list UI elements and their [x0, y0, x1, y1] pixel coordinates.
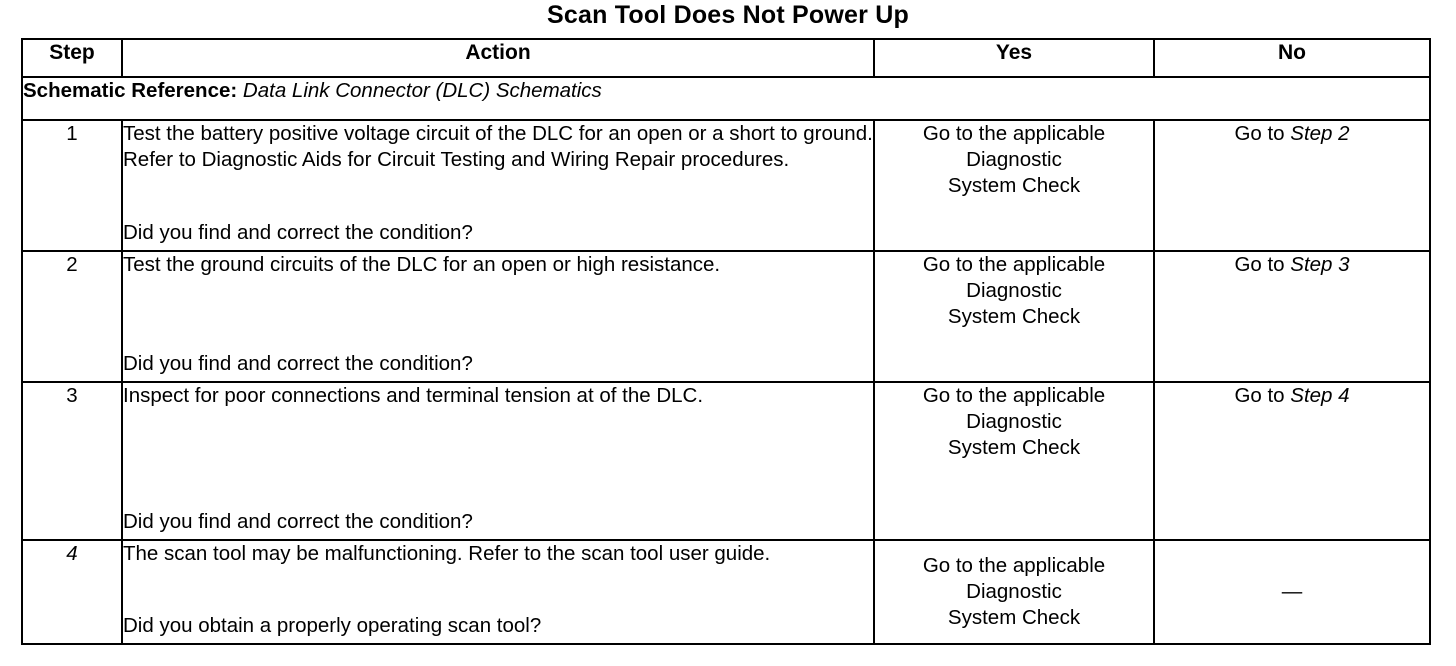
- schematic-reference-row: [22, 77, 1430, 120]
- yes-cell: [874, 120, 1154, 251]
- yes-line: Go to the applicable: [922, 384, 1106, 407]
- no-prefix: Go to: [1234, 384, 1291, 407]
- no-step-link: Step 4: [1290, 384, 1350, 407]
- yes-line: Go to the applicable: [922, 253, 1106, 276]
- step-number: 4: [22, 540, 122, 644]
- yes-line: Diagnostic: [966, 580, 1062, 603]
- yes-line: System Check: [947, 606, 1081, 629]
- no-cell: [1154, 382, 1430, 540]
- table-row: [22, 382, 1430, 540]
- action-cell: [122, 540, 874, 644]
- yes-line: Go to the applicable: [922, 554, 1106, 577]
- action-text: Test the ground circuits of the DLC for an open or high resistance.: [123, 253, 721, 276]
- step-number: 2: [22, 251, 122, 382]
- table-row: [22, 120, 1430, 251]
- yes-line: Diagnostic: [966, 410, 1062, 433]
- yes-line: System Check: [947, 174, 1081, 197]
- action-question: Did you find and correct the condition?: [123, 221, 473, 244]
- yes-cell: [874, 540, 1154, 644]
- header-action: Action: [122, 39, 874, 77]
- action-cell: [122, 251, 874, 382]
- action-text: Test the battery positive voltage circuit of the DLC for an open or a short to ground. Refer to Diagnostic Aids for Circuit Testing and Wiring Repair procedures.: [123, 122, 873, 171]
- action-question: Did you find and correct the condition?: [123, 352, 473, 375]
- no-prefix: Go to: [1234, 253, 1291, 276]
- header-step: Step: [22, 39, 122, 77]
- action-cell: [122, 382, 874, 540]
- header-yes: Yes: [874, 39, 1154, 77]
- header-row: [22, 39, 1430, 77]
- action-question: Did you obtain a properly operating scan tool?: [123, 614, 542, 637]
- yes-cell: [874, 251, 1154, 382]
- schematic-reference-value: Data Link Connector (DLC) Schematics: [242, 79, 602, 102]
- schematic-reference-label: Schematic Reference:: [23, 79, 238, 102]
- yes-line: System Check: [947, 305, 1081, 328]
- action-cell: [122, 120, 874, 251]
- schematic-reference: [22, 77, 1430, 120]
- no-cell: [1154, 540, 1430, 644]
- yes-cell: [874, 382, 1154, 540]
- yes-line: Diagnostic: [966, 279, 1062, 302]
- yes-line: Diagnostic: [966, 148, 1062, 171]
- yes-line: System Check: [947, 436, 1081, 459]
- table-row: [22, 540, 1430, 644]
- action-question: Did you find and correct the condition?: [123, 510, 473, 533]
- no-cell: [1154, 120, 1430, 251]
- no-cell: [1154, 251, 1430, 382]
- step-number: 3: [22, 382, 122, 540]
- yes-line: Go to the applicable: [922, 122, 1106, 145]
- page-title: Scan Tool Does Not Power Up: [547, 1, 909, 29]
- table-row: [22, 251, 1430, 382]
- no-dash: —: [1281, 580, 1303, 603]
- action-text: The scan tool may be malfunctioning. Refer to the scan tool user guide.: [123, 542, 771, 565]
- header-no: No: [1154, 39, 1430, 77]
- action-text: Inspect for poor connections and terminal tension at of the DLC.: [123, 384, 704, 407]
- diagnostic-table: [21, 38, 1431, 645]
- no-prefix: Go to: [1234, 122, 1291, 145]
- no-step-link: Step 2: [1290, 122, 1350, 145]
- no-step-link: Step 3: [1290, 253, 1350, 276]
- step-number: 1: [22, 120, 122, 251]
